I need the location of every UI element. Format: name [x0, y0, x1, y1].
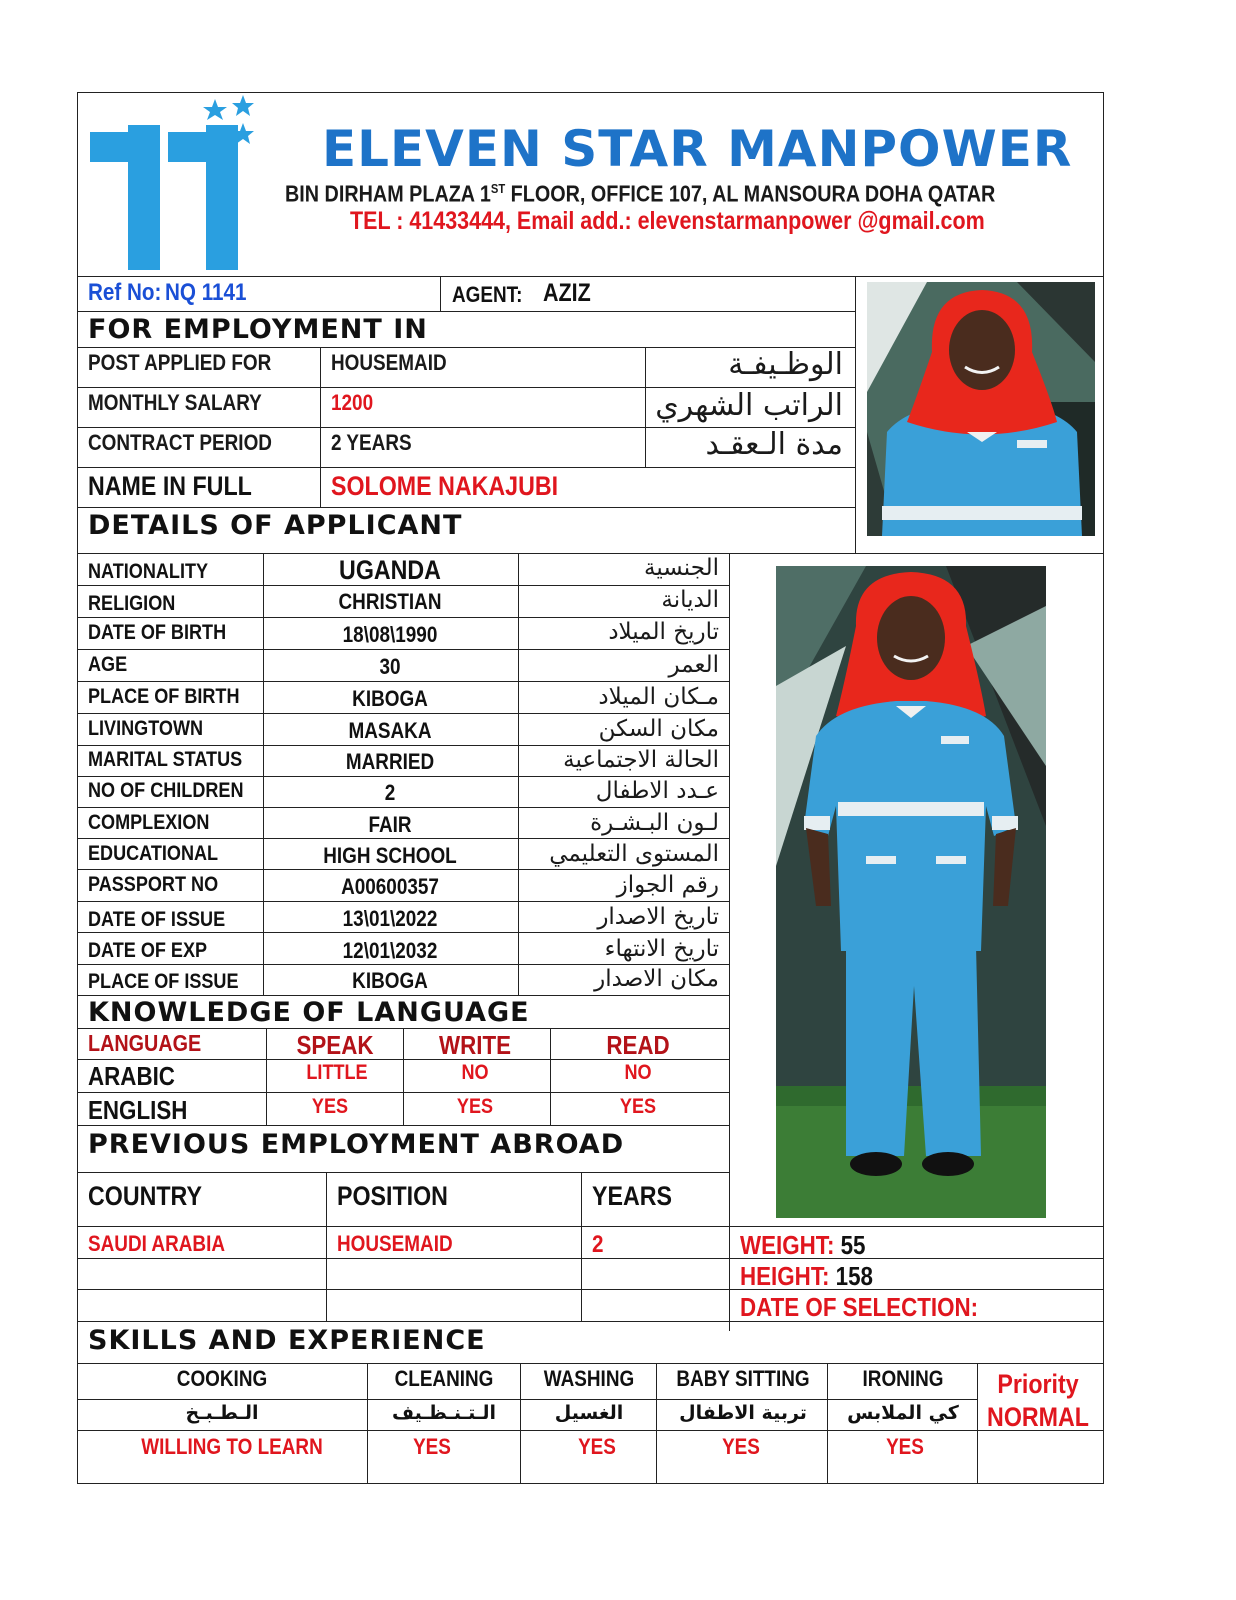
language-row-read: YES [619, 1095, 657, 1118]
skill-arabic: تربية الاطفال [679, 1402, 807, 1424]
detail-label: PLACE OF BIRTH [88, 685, 240, 708]
section-title-language: KNOWLEDGE OF LANGUAGE [88, 997, 530, 1028]
divider [77, 681, 729, 682]
detail-value: 12\01\2032 [342, 938, 438, 963]
detail-arabic: مكان الاصدار [594, 966, 719, 992]
divider [77, 745, 729, 746]
address-suffix: FLOOR, OFFICE 107, AL MANSOURA DOHA QATAR [505, 180, 996, 207]
detail-arabic: الجنسية [644, 555, 719, 581]
post-label: POST APPLIED FOR [88, 350, 272, 375]
detail-arabic: العمر [668, 652, 719, 678]
divider [77, 1399, 977, 1400]
detail-value: KIBOGA [352, 968, 428, 993]
detail-label: COMPLEXION [88, 811, 210, 834]
divider [977, 1363, 978, 1484]
divider [77, 1430, 1104, 1431]
skill-value: YES [886, 1434, 924, 1459]
divider [77, 507, 855, 508]
divider [520, 1363, 521, 1484]
detail-value: MARRIED [345, 749, 435, 774]
divider [656, 1363, 657, 1484]
detail-label: DATE OF BIRTH [88, 621, 227, 644]
country-header: COUNTRY [88, 1181, 202, 1211]
divider [645, 347, 646, 467]
skill-value: YES [413, 1434, 451, 1459]
detail-label: DATE OF EXP [88, 939, 208, 962]
weight-label: WEIGHT: [740, 1230, 835, 1260]
detail-arabic: الحالة الاجتماعية [563, 747, 719, 773]
name-label: NAME IN FULL [88, 471, 252, 501]
detail-value: 2 [384, 780, 396, 805]
applicant-portrait-photo [867, 282, 1095, 536]
priority-label: Priority [997, 1369, 1079, 1399]
divider [518, 553, 519, 995]
detail-value: UGANDA [339, 555, 441, 585]
divider [77, 995, 729, 996]
skill-value: YES [722, 1434, 760, 1459]
contract-arabic: مدة الـعقـد [705, 427, 843, 462]
divider [77, 1125, 729, 1126]
divider [77, 964, 729, 965]
skill-arabic: كي الملابس [847, 1402, 959, 1424]
detail-arabic: عـدد الاطفال [595, 778, 719, 804]
height-label: HEIGHT: [740, 1261, 830, 1291]
detail-label: NO OF CHILDREN [88, 779, 244, 802]
divider [77, 901, 729, 902]
divider [77, 869, 729, 870]
speak-header: SPEAK [296, 1030, 374, 1060]
detail-value: CHRISTIAN [338, 589, 442, 614]
divider [403, 1028, 404, 1125]
height-value: 158 [835, 1261, 873, 1291]
skill-arabic: الغسيل [554, 1402, 624, 1424]
detail-value: 13\01\2022 [342, 906, 438, 931]
read-header: READ [606, 1030, 670, 1060]
language-row-name: ENGLISH [88, 1095, 188, 1125]
contract-label: CONTRACT PERIOD [88, 430, 272, 455]
divider [77, 807, 729, 808]
post-value: HOUSEMAID [331, 350, 447, 375]
detail-label: DATE OF ISSUE [88, 908, 226, 931]
selection-label: DATE OF SELECTION: [740, 1292, 979, 1322]
language-row-read: NO [624, 1061, 652, 1084]
divider [77, 585, 729, 586]
contract-value: 2 YEARS [331, 430, 412, 455]
divider [855, 276, 856, 554]
divider [320, 347, 321, 507]
detail-arabic: مـكان الميلاد [598, 684, 719, 710]
divider [326, 1172, 327, 1321]
skill-header: IRONING [862, 1366, 944, 1391]
divider [77, 617, 729, 618]
divider [77, 932, 729, 933]
divider [263, 553, 264, 995]
detail-label: NATIONALITY [88, 560, 209, 583]
detail-arabic: لـون البـشـرة [590, 810, 719, 836]
salary-value: 1200 [331, 390, 374, 415]
priority-value: NORMAL [987, 1402, 1089, 1432]
skill-arabic: الـتـنـظـيف [391, 1402, 497, 1424]
detail-arabic: تاريخ الانتهاء [604, 936, 719, 962]
language-row-speak: YES [311, 1095, 349, 1118]
detail-label: PLACE OF ISSUE [88, 970, 239, 993]
write-header: WRITE [438, 1030, 512, 1060]
agent-label: AGENT: [452, 282, 523, 307]
detail-value: 18\08\1990 [342, 622, 438, 647]
skill-arabic: الـطـبـخ [185, 1402, 259, 1424]
detail-value: A00600357 [341, 874, 439, 899]
ref-value: NQ 1141 [165, 279, 247, 306]
detail-arabic: تاريخ الاصدار [597, 904, 719, 930]
logo-graphic [88, 95, 268, 275]
address-sup: ST [490, 181, 506, 196]
company-logo [88, 95, 268, 275]
divider [77, 776, 729, 777]
language-row-speak: LITTLE [306, 1061, 368, 1084]
language-row-name: ARABIC [88, 1061, 175, 1091]
divider [827, 1363, 828, 1484]
detail-label: EDUCATIONAL [88, 842, 219, 865]
ref-label: Ref No: [88, 279, 162, 306]
divider [77, 649, 729, 650]
divider [440, 276, 441, 311]
detail-arabic: رقم الجواز [616, 872, 719, 898]
detail-arabic: مكان السكن [598, 716, 719, 742]
language-row-write: NO [461, 1061, 489, 1084]
divider [550, 1028, 551, 1125]
post-arabic: الوظـيفـة [728, 347, 843, 382]
weight-value: 55 [840, 1230, 866, 1260]
detail-value: FAIR [368, 812, 412, 837]
language-row-write: YES [456, 1095, 494, 1118]
salary-arabic: الراتب الشهري [655, 388, 843, 423]
skill-header: CLEANING [394, 1366, 494, 1391]
salary-label: MONTHLY SALARY [88, 390, 262, 415]
divider [77, 467, 855, 468]
name-value: SOLOME NAKAJUBI [331, 471, 559, 501]
detail-label: LIVINGTOWN [88, 717, 204, 740]
section-title-previous: PREVIOUS EMPLOYMENT ABROAD [88, 1129, 625, 1160]
detail-label: RELIGION [88, 592, 176, 615]
previous-years: 2 [592, 1231, 604, 1258]
divider [77, 1321, 1104, 1322]
divider [729, 553, 730, 1331]
divider [77, 553, 1104, 554]
applicant-full-photo [776, 566, 1046, 1218]
skill-header: WASHING [543, 1366, 635, 1391]
divider [581, 1172, 582, 1321]
section-title-details: DETAILS OF APPLICANT [88, 510, 463, 541]
detail-value: KIBOGA [352, 686, 428, 711]
divider [77, 838, 729, 839]
company-name: ELEVEN STAR MANPOWER [322, 120, 1073, 178]
divider [77, 1258, 1104, 1259]
detail-label: AGE [88, 653, 128, 676]
divider [266, 1028, 267, 1125]
height-row [740, 1263, 873, 1289]
previous-country: SAUDI ARABIA [88, 1231, 225, 1256]
divider [77, 1363, 1104, 1364]
weight-row [740, 1232, 865, 1258]
years-header: YEARS [592, 1181, 673, 1211]
detail-label: PASSPORT NO [88, 873, 219, 896]
detail-value: MASAKA [348, 718, 432, 743]
divider [77, 713, 729, 714]
divider [77, 311, 855, 312]
detail-label: MARITAL STATUS [88, 748, 243, 771]
detail-arabic: الديانة [661, 587, 719, 613]
detail-arabic: المستوى التعليمي [549, 841, 719, 867]
divider [367, 1363, 368, 1484]
skill-header: COOKING [176, 1366, 268, 1391]
company-contact: TEL : 41433444, Email add.: elevenstarmanpower @gmail.com [350, 207, 985, 235]
skill-value: YES [578, 1434, 616, 1459]
section-title-employment: FOR EMPLOYMENT IN [88, 314, 428, 345]
company-address [285, 182, 995, 206]
skill-header: BABY SITTING [676, 1366, 810, 1391]
previous-position: HOUSEMAID [337, 1231, 453, 1256]
skill-value: WILLING TO LEARN [141, 1434, 323, 1459]
divider [77, 1172, 729, 1173]
agent-value: AZIZ [543, 279, 591, 307]
language-header: LANGUAGE [88, 1030, 202, 1056]
divider [77, 1226, 1104, 1227]
position-header: POSITION [337, 1181, 448, 1211]
detail-value: HIGH SCHOOL [323, 843, 457, 868]
address-prefix: BIN DIRHAM PLAZA 1 [285, 180, 491, 207]
divider [77, 276, 1104, 277]
section-title-skills: SKILLS AND EXPERIENCE [88, 1325, 486, 1356]
detail-value: 30 [379, 654, 401, 679]
divider [77, 1289, 1104, 1290]
detail-arabic: تاريخ الميلاد [608, 619, 719, 645]
